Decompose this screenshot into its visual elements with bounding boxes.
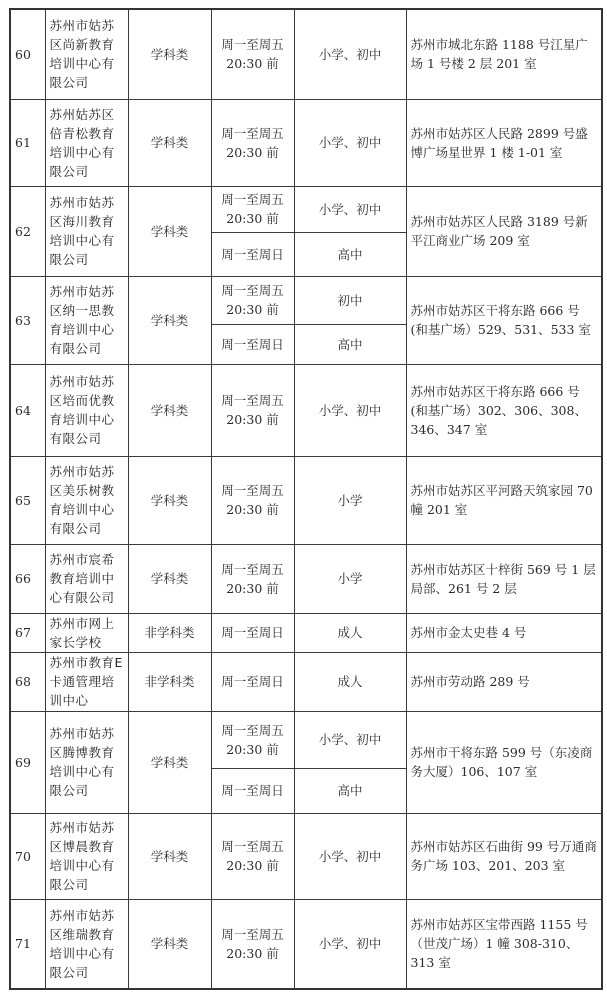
schedule: 周一至周五 20:30 前	[211, 9, 294, 99]
schedule: 周一至周五 20:30 前	[211, 544, 294, 613]
schedule: 周一至周五 20:30 前	[211, 364, 294, 456]
table-row	[10, 276, 602, 324]
row-number: 62	[10, 186, 45, 276]
institution-name: 苏州市姑苏区尚新教育培训中心有限公司	[45, 9, 128, 99]
schedule: 周一至周五 20:30 前	[211, 456, 294, 544]
schedule: 周一至周五 20:30 前	[211, 813, 294, 899]
schedule: 周一至周日	[211, 324, 294, 364]
institution-name: 苏州市网上家长学校	[45, 613, 128, 652]
schedule: 周一至周五 20:30 前	[211, 99, 294, 186]
schedule: 周一至周五 20:30 前	[211, 899, 294, 989]
course-type: 学科类	[128, 544, 211, 613]
table-row	[10, 899, 602, 989]
institution-table	[9, 8, 603, 990]
row-number: 65	[10, 456, 45, 544]
grade-level: 小学、初中	[294, 99, 406, 186]
address: 苏州市干将东路 599 号（东凌商务大厦）106、107 室	[406, 711, 602, 813]
institution-name: 苏州市宸希教育培训中心有限公司	[45, 544, 128, 613]
grade-level: 初中	[294, 276, 406, 324]
address: 苏州市姑苏区宝带西路 1155 号（世茂广场）1 幢 308-310、313 室	[406, 899, 602, 989]
table-row	[10, 813, 602, 899]
grade-level: 小学、初中	[294, 364, 406, 456]
address: 苏州市姑苏区平河路天筑家园 70 幢 201 室	[406, 456, 602, 544]
row-number: 66	[10, 544, 45, 613]
table-row	[10, 99, 602, 186]
institution-name: 苏州市姑苏区维瑞教育培训中心有限公司	[45, 899, 128, 989]
institution-name: 苏州市姑苏区纳一思教育培训中心有限公司	[45, 276, 128, 364]
course-type: 学科类	[128, 364, 211, 456]
table-row	[10, 186, 602, 232]
institution-name: 苏州市姑苏区博晨教育培训中心有限公司	[45, 813, 128, 899]
grade-level: 小学、初中	[294, 813, 406, 899]
row-number: 68	[10, 652, 45, 711]
grade-level: 成人	[294, 652, 406, 711]
grade-level: 小学、初中	[294, 899, 406, 989]
address: 苏州市姑苏区人民路 2899 号盛博广场星世界 1 楼 1-01 室	[406, 99, 602, 186]
institution-name: 苏州姑苏区倍青松教育培训中心有限公司	[45, 99, 128, 186]
course-type: 学科类	[128, 9, 211, 99]
schedule: 周一至周五 20:30 前	[211, 276, 294, 324]
institution-name: 苏州市姑苏区培而优教育培训中心有限公司	[45, 364, 128, 456]
schedule: 周一至周日	[211, 232, 294, 276]
grade-level: 小学	[294, 456, 406, 544]
schedule: 周一至周日	[211, 613, 294, 652]
course-type: 学科类	[128, 99, 211, 186]
institution-name: 苏州市姑苏区腾博教育培训中心有限公司	[45, 711, 128, 813]
address: 苏州市姑苏区人民路 3189 号新平江商业广场 209 室	[406, 186, 602, 276]
address: 苏州市金太史巷 4 号	[406, 613, 602, 652]
schedule: 周一至周五 20:30 前	[211, 711, 294, 768]
grade-level: 成人	[294, 613, 406, 652]
grade-level: 高中	[294, 324, 406, 364]
address: 苏州市姑苏区十梓街 569 号 1 层局部、261 号 2 层	[406, 544, 602, 613]
address: 苏州市姑苏区干将东路 666 号(和基广场）302、306、308、346、347 室	[406, 364, 602, 456]
row-number: 63	[10, 276, 45, 364]
address: 苏州市劳动路 289 号	[406, 652, 602, 711]
grade-level: 高中	[294, 768, 406, 813]
table-row	[10, 711, 602, 768]
row-number: 61	[10, 99, 45, 186]
course-type: 学科类	[128, 813, 211, 899]
row-number: 69	[10, 711, 45, 813]
schedule: 周一至周日	[211, 652, 294, 711]
schedule: 周一至周日	[211, 768, 294, 813]
institution-name: 苏州市姑苏区海川教育培训中心有限公司	[45, 186, 128, 276]
table-row	[10, 364, 602, 456]
grade-level: 小学	[294, 544, 406, 613]
course-type: 学科类	[128, 186, 211, 276]
row-number: 67	[10, 613, 45, 652]
row-number: 70	[10, 813, 45, 899]
table-row	[10, 9, 602, 99]
grade-level: 小学、初中	[294, 9, 406, 99]
row-number: 71	[10, 899, 45, 989]
course-type: 学科类	[128, 899, 211, 989]
grade-level: 高中	[294, 232, 406, 276]
address: 苏州市城北东路 1188 号江星广场 1 号楼 2 层 201 室	[406, 9, 602, 99]
table-row	[10, 613, 602, 652]
table-row	[10, 456, 602, 544]
schedule: 周一至周五 20:30 前	[211, 186, 294, 232]
institution-name: 苏州市教育E 卡通管理培训中心	[45, 652, 128, 711]
table-row	[10, 544, 602, 613]
course-type: 非学科类	[128, 652, 211, 711]
grade-level: 小学、初中	[294, 186, 406, 232]
course-type: 学科类	[128, 276, 211, 364]
address: 苏州市姑苏区干将东路 666 号(和基广场）529、531、533 室	[406, 276, 602, 364]
course-type: 学科类	[128, 711, 211, 813]
grade-level: 小学、初中	[294, 711, 406, 768]
row-number: 64	[10, 364, 45, 456]
table-row	[10, 652, 602, 711]
institution-name: 苏州市姑苏区美乐树教育培训中心有限公司	[45, 456, 128, 544]
row-number: 60	[10, 9, 45, 99]
address: 苏州市姑苏区石曲街 99 号万通商务广场 103、201、203 室	[406, 813, 602, 899]
course-type: 非学科类	[128, 613, 211, 652]
course-type: 学科类	[128, 456, 211, 544]
